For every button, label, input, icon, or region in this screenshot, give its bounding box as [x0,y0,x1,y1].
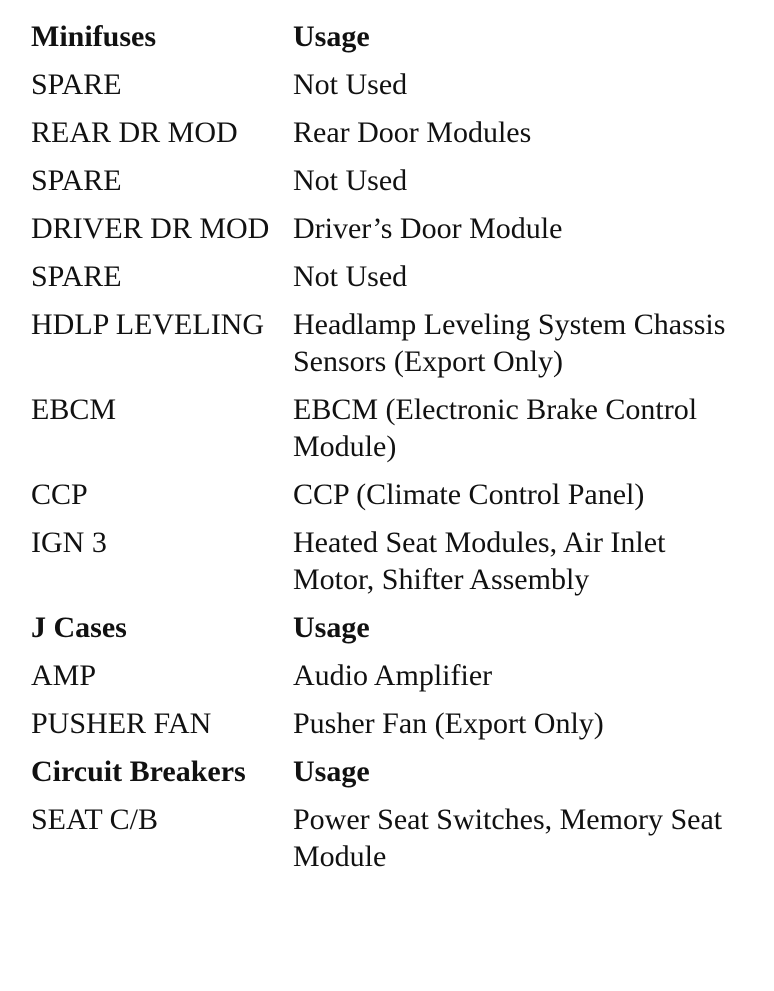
table-row [31,476,731,524]
table-row [31,705,731,753]
table-row [31,306,731,391]
fuse-usage: Driver’s Door Module [293,212,563,245]
table-row [31,524,731,609]
fuse-name: EBCM [31,393,117,426]
usage-column-header: Usage [293,20,370,53]
section-header-circuit-breakers [31,753,731,801]
section-title: Minifuses [31,20,157,53]
fuse-name: SPARE [31,260,122,293]
fuse-name: DRIVER DR MOD [31,212,270,245]
table-row [31,258,731,306]
fuse-name: AMP [31,659,97,692]
fuse-usage: Headlamp Leveling System Chassis Sensors (Export Only) [293,308,726,378]
fuse-name: HDLP LEVELING [31,308,265,341]
fuse-name: CCP [31,478,88,511]
fuse-usage: Not Used [293,260,408,293]
fuse-name: IGN 3 [31,526,107,559]
section-title: J Cases [31,611,127,644]
fuse-usage: Not Used [293,68,408,101]
table-row [31,391,731,476]
fuse-name: REAR DR MOD [31,116,238,149]
fuse-name: SPARE [31,164,122,197]
section-header-minifuses [31,18,731,66]
fuse-usage: CCP (Climate Control Panel) [293,478,645,511]
table-row [31,162,731,210]
fuse-usage: Not Used [293,164,408,197]
fuse-usage: EBCM (Electronic Brake Control Module) [293,393,698,463]
table-row [31,210,731,258]
usage-column-header: Usage [293,611,370,644]
fuse-usage: Rear Door Modules [293,116,532,149]
fuse-usage-table [31,18,731,886]
fuse-usage: Heated Seat Modules, Air Inlet Motor, Shifter Assembly [293,526,666,596]
table-row [31,66,731,114]
fuse-usage: Power Seat Switches, Memory Seat Module [293,803,723,873]
fuse-usage: Audio Amplifier [293,659,493,692]
table-row [31,657,731,705]
usage-column-header: Usage [293,755,370,788]
section-title: Circuit Breakers [31,755,246,788]
table-row [31,801,731,886]
table-row [31,114,731,162]
fuse-name: PUSHER FAN [31,707,212,740]
section-header-j-cases [31,609,731,657]
fuse-name: SEAT C/B [31,803,158,836]
fuse-usage: Pusher Fan (Export Only) [293,707,604,740]
fuse-name: SPARE [31,68,122,101]
